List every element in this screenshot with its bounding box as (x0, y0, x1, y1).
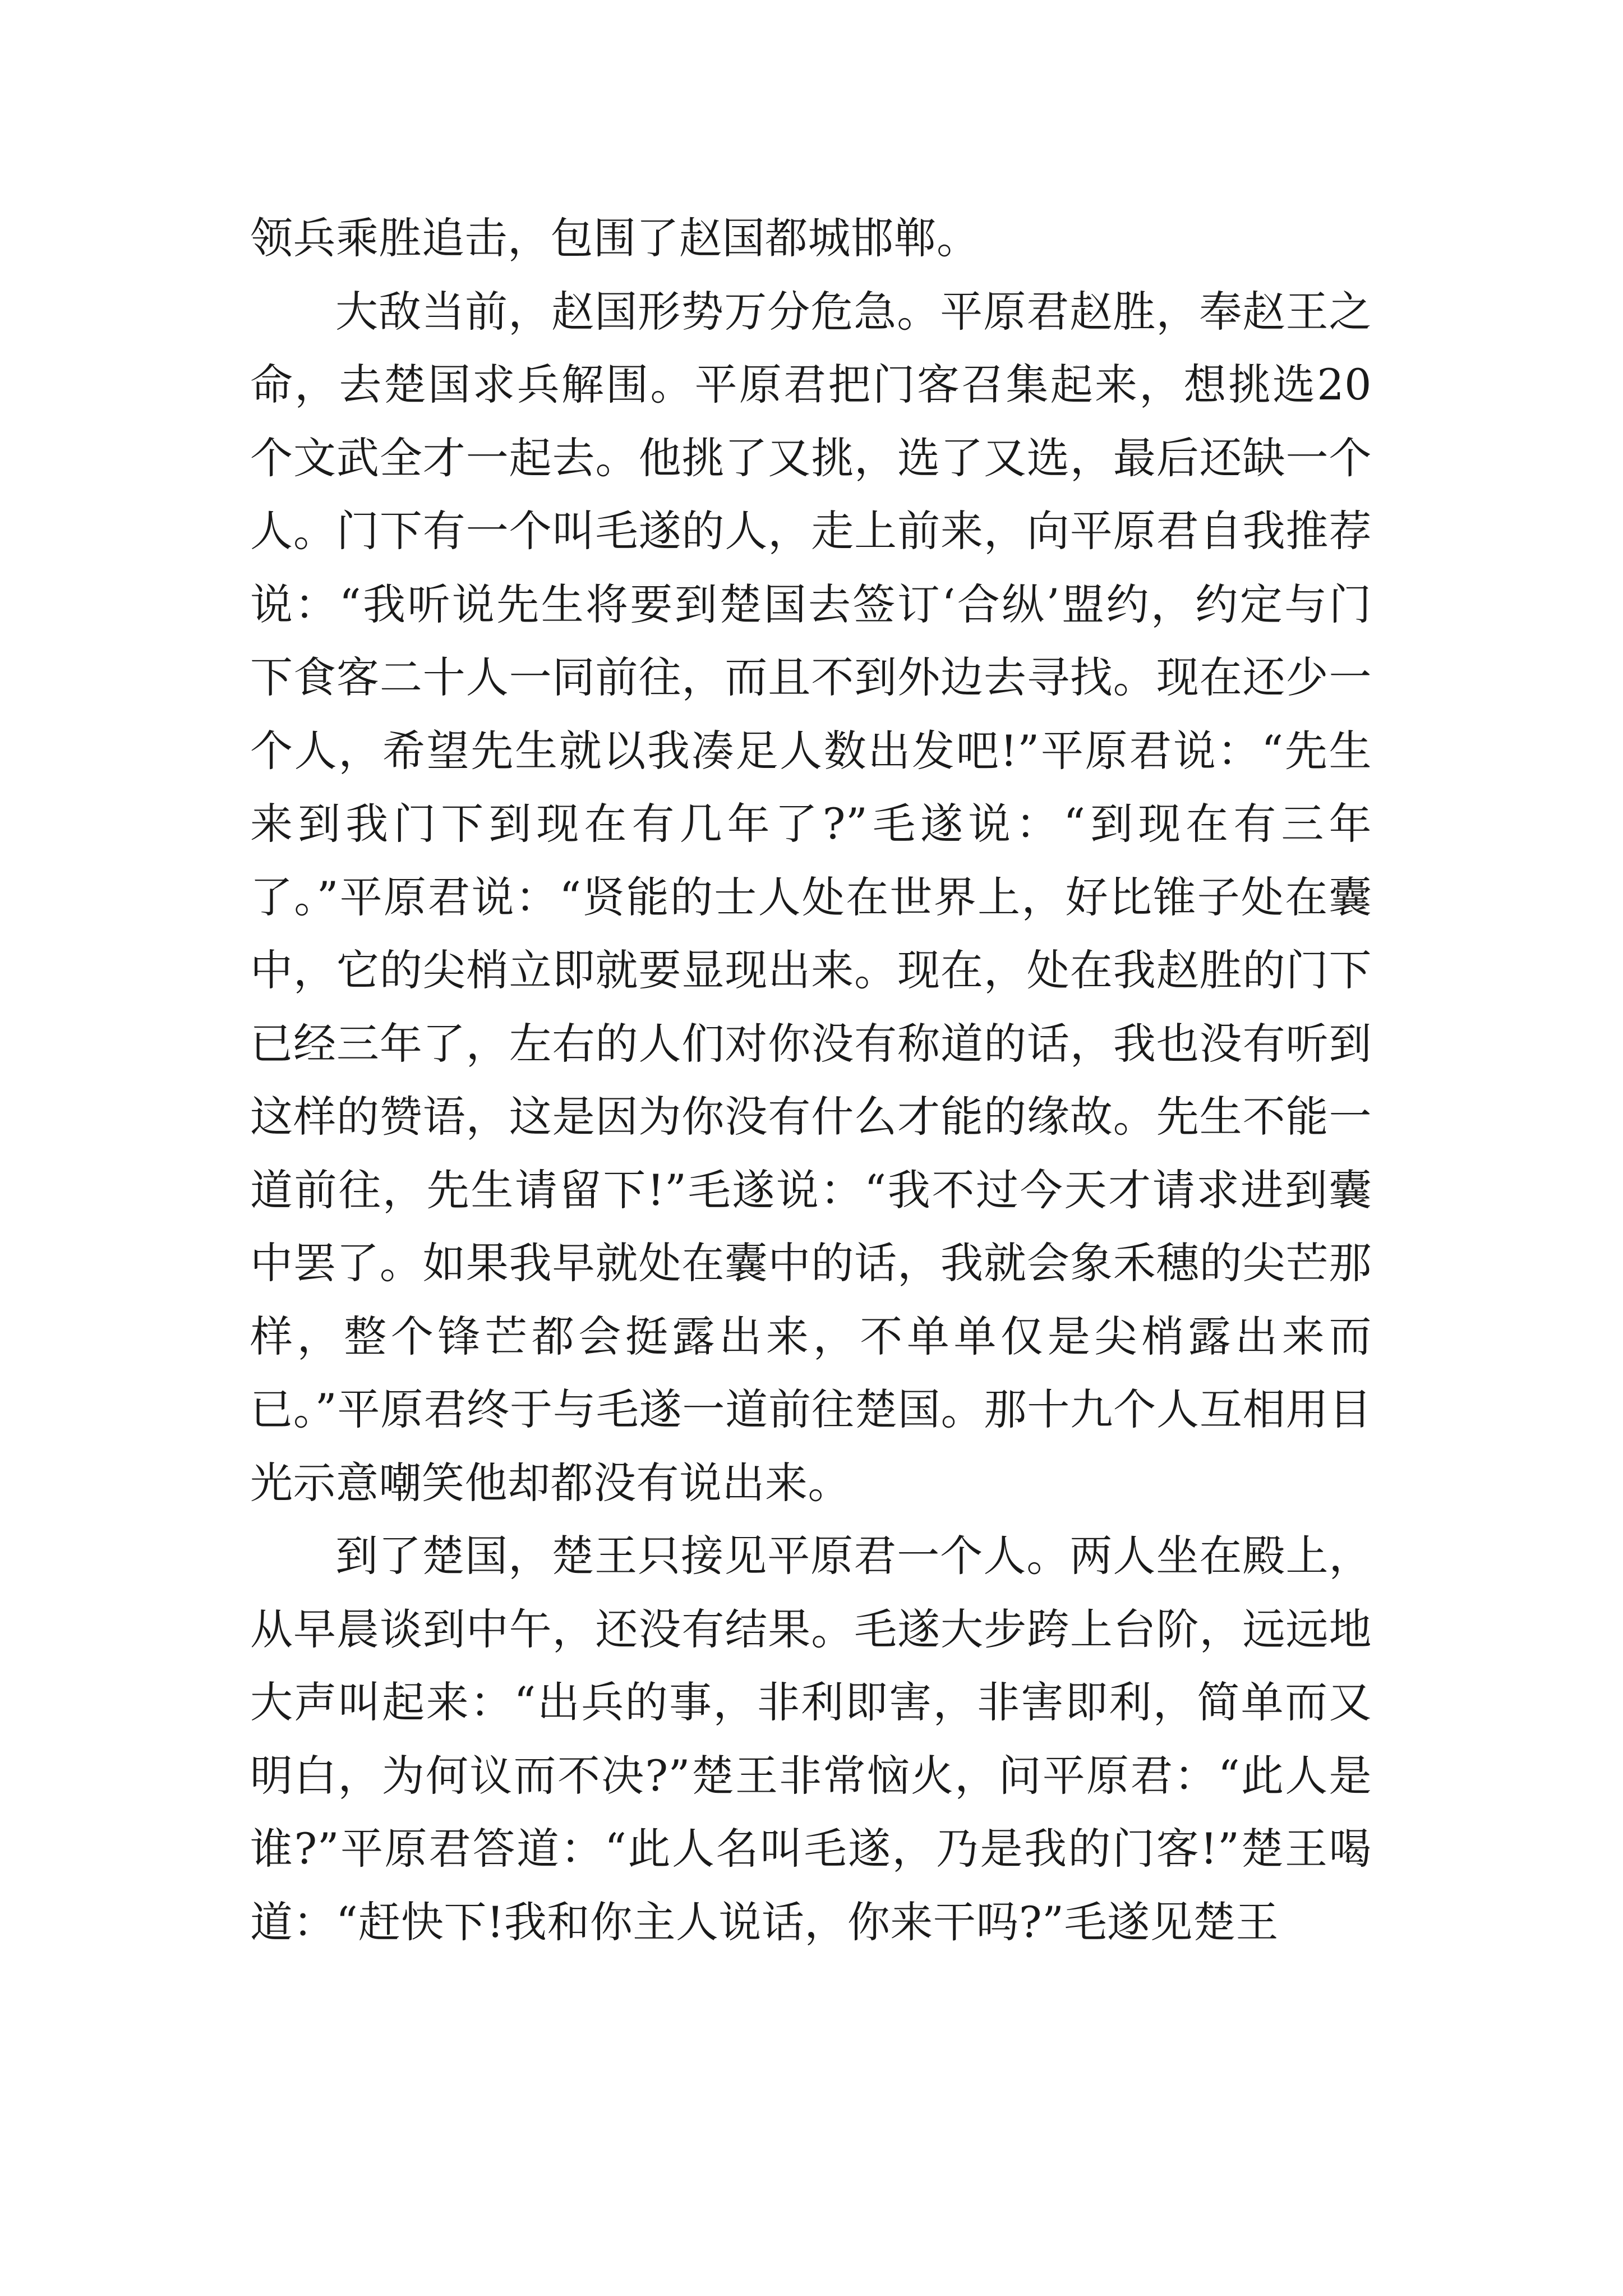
paragraph-2: 大敌当前，赵国形势万分危急。平原君赵胜，奉赵王之命，去楚国求兵解围。平原君把门客召集起来，想挑选20个文武全才一起去。他挑了又挑，选了又选，最后还缺一个人。门下有一个叫毛遂的人，走上前来，向平原君自我推荐说：“我听说先生将要到楚国去签订‘合纵’盟约，约定与门下食客二十人一同前往，而且不到外边去寻找。现在还少一个人，希望先生就以我凑足人数出发吧!”平原君说：“先生来到我门下到现在有几年了?”毛遂说：“到现在有三年了。”平原君说：“贤能的士人处在世界上，好比锥子处在囊中，它的尖梢立即就要显现出来。现在，处在我赵胜的门下已经三年了，左右的人们对你没有称道的话，我也没有听到这样的赞语，这是因为你没有什么才能的缘故。先生不能一道前往，先生请留下!”毛遂说：“我不过今天才请求进到囊中罢了。如果我早就处在囊中的话，我就会象禾穗的尖芒那样，整个锋芒都会挺露出来，不单单仅是尖梢露出来而已。”平原君终于与毛遂一道前往楚国。那十九个人互相用目光示意嘲笑他却都没有说出来。 (250, 286, 1372, 1508)
body-text (250, 202, 1372, 1959)
paragraph-3: 到了楚国，楚王只接见平原君一个人。两人坐在殿上，从早晨谈到中午，还没有结果。毛遂大步跨上台阶，远远地大声叫起来：“出兵的事，非利即害，非害即利，简单而又明白，为何议而不决?”楚王非常恼火，问平原君：“此人是谁?”平原君答道：“此人名叫毛遂，乃是我的门客!”楚王喝道：“赶快下!我和你主人说话，你来干吗?”毛遂见楚王 (250, 1531, 1372, 1947)
paragraph-1: 领兵乘胜追击，包围了赵国都城邯郸。 (250, 213, 980, 263)
